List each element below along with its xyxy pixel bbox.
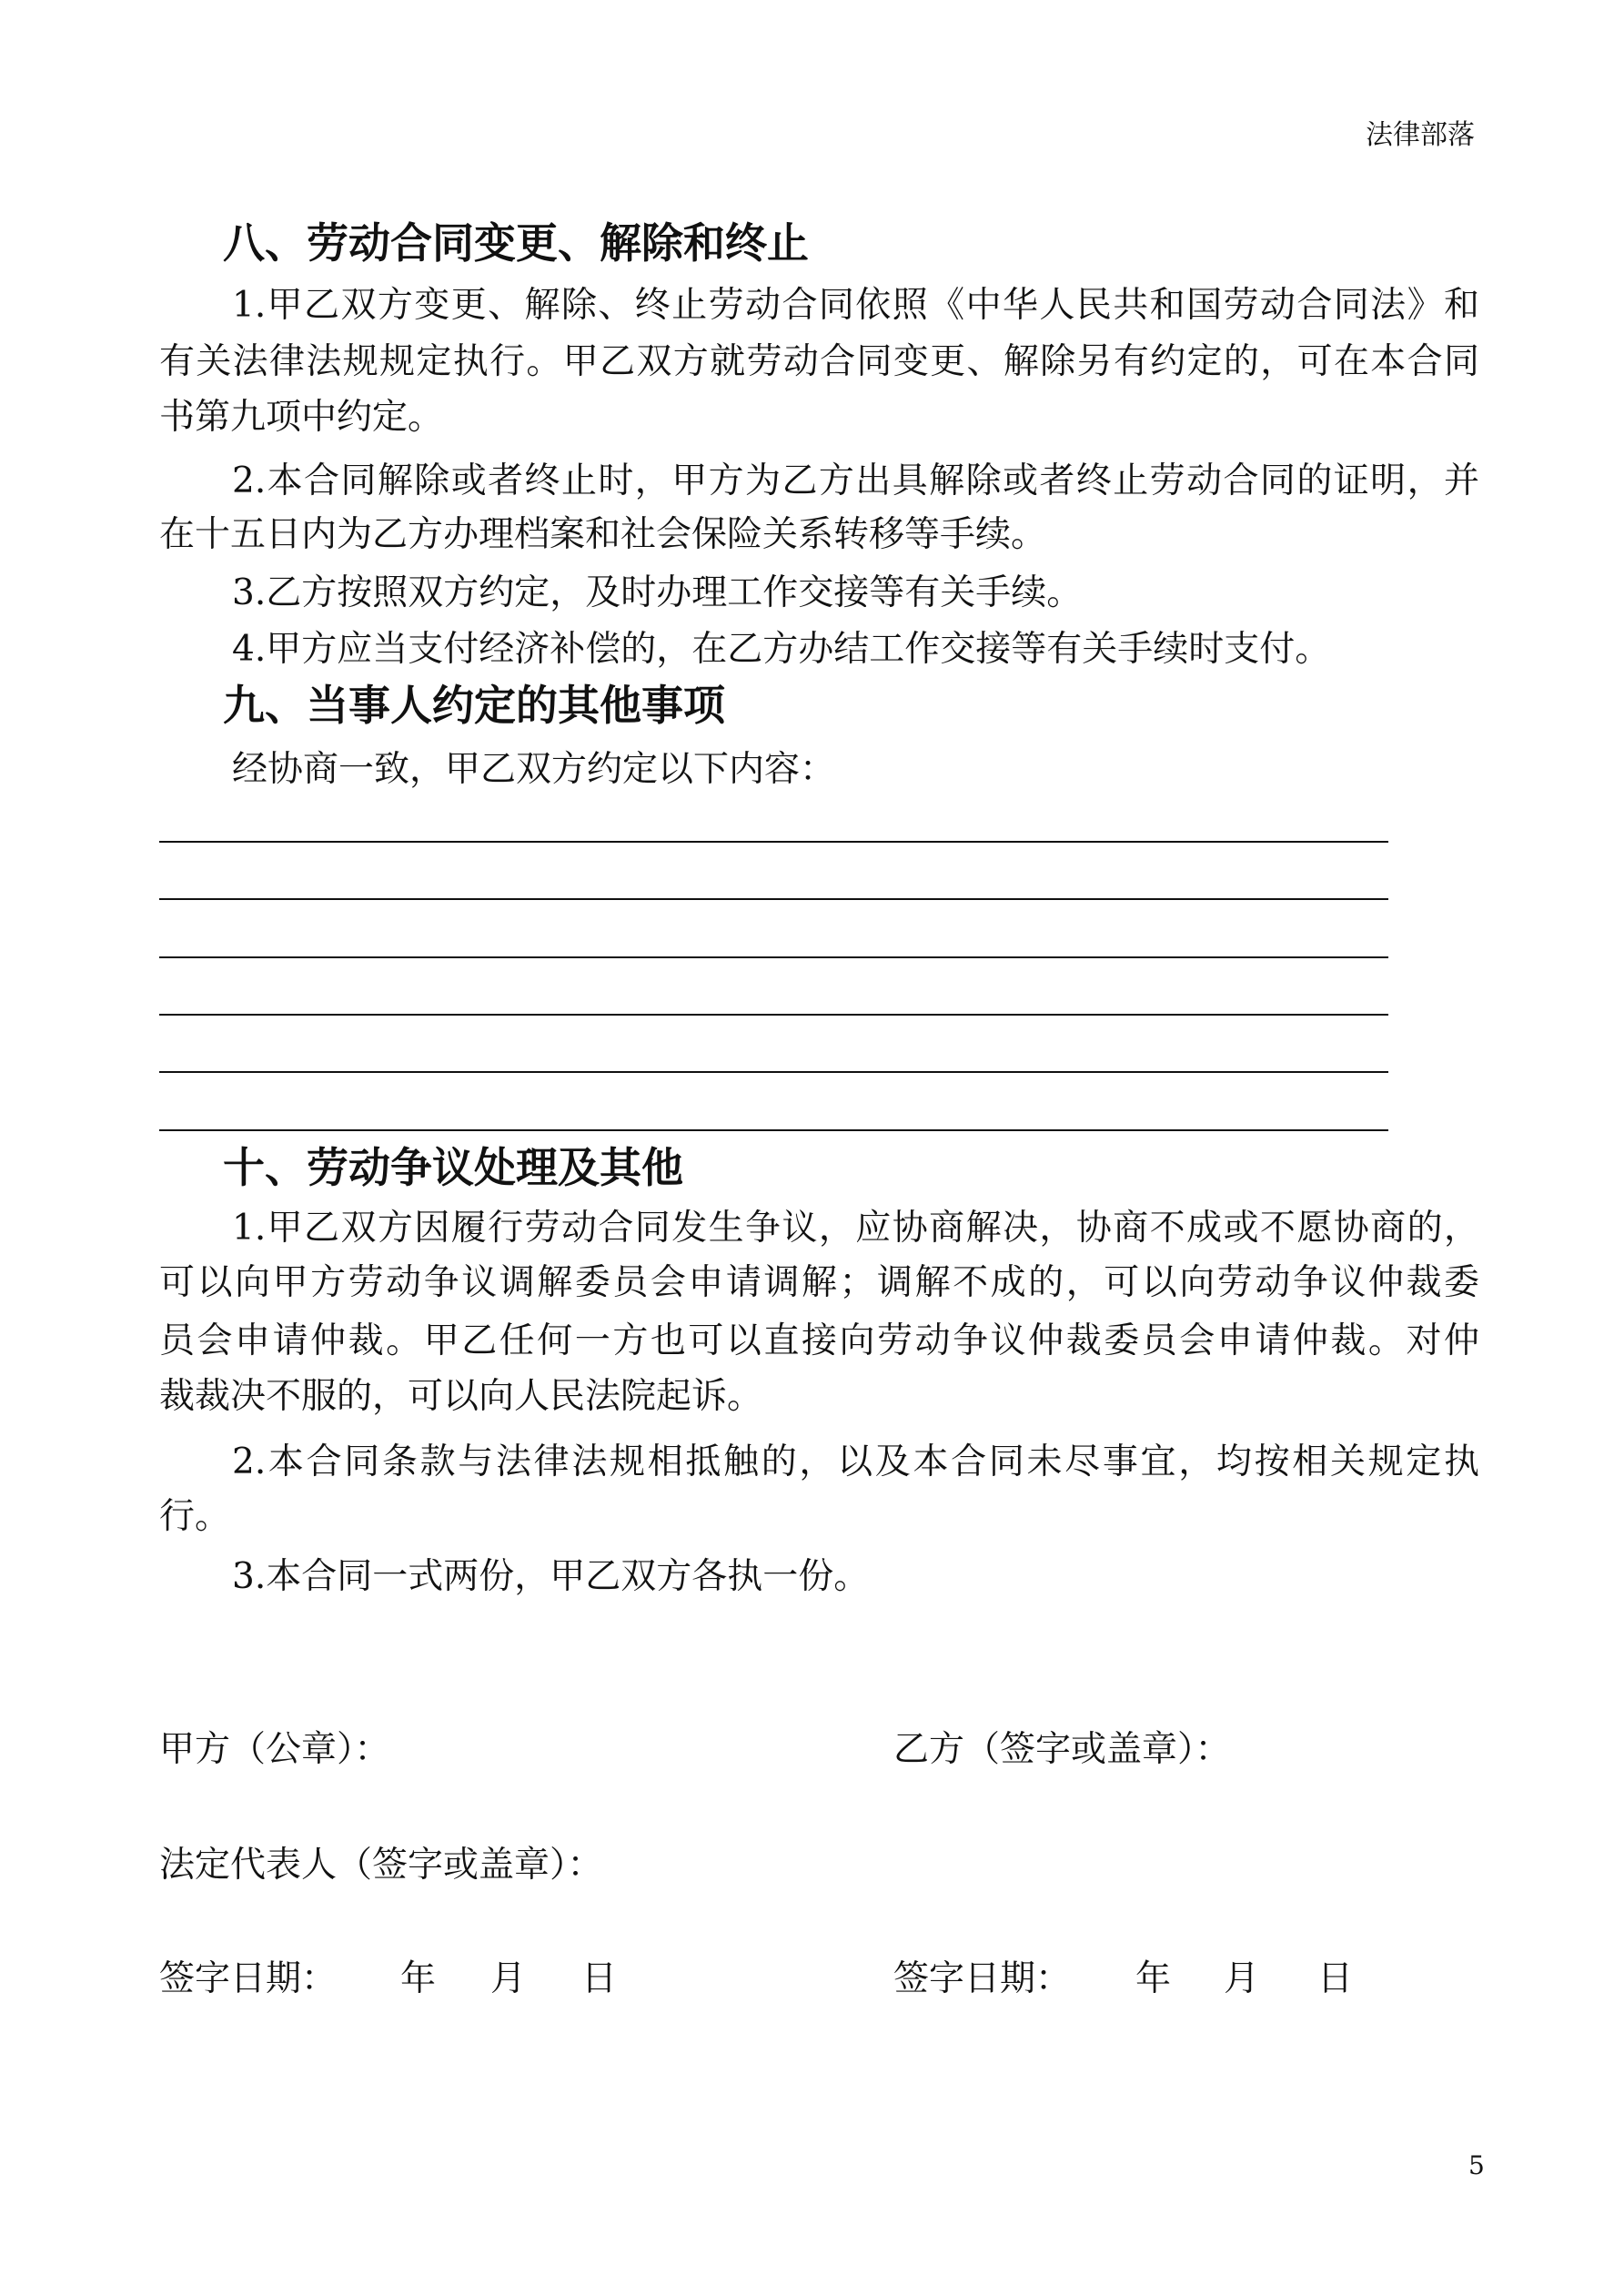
s10-p2-line2: 行。 [159, 1496, 231, 1537]
s8-p1-line2: 有关法律法规规定执行。甲乙双方就劳动合同变更、解除另有约定的，可在本合同 [159, 341, 1479, 382]
party-a-year: 年 [400, 1958, 437, 1999]
s10-p1-line1: 1.甲乙双方因履行劳动合同发生争议，应协商解决，协商不成或不愿协商的， [232, 1208, 1479, 1249]
party-a-day: 日 [581, 1958, 618, 1999]
s8-p1-line3: 书第九项中约定。 [159, 397, 444, 438]
party-b-sign-label: 乙方（签字或盖章）： [893, 1729, 1231, 1770]
s9-intro: 经协商一致，甲乙双方约定以下内容： [232, 749, 836, 790]
s10-p2-line1: 2.本合同条款与法律法规相抵触的，以及本合同未尽事宜，均按相关规定执 [232, 1441, 1479, 1482]
party-b-date-label: 签字日期： [893, 1958, 1072, 1999]
section-8-title: 八、劳动合同变更、解除和终止 [223, 218, 809, 268]
blank-line-4 [159, 1014, 1388, 1016]
section-10-title: 十、劳动争议处理及其他 [223, 1143, 683, 1192]
s10-p1-line2: 可以向甲方劳动争议调解委员会申请调解；调解不成的，可以向劳动争议仲裁委 [159, 1262, 1479, 1303]
s8-p2-line2: 在十五日内为乙方办理档案和社会保险关系转移等手续。 [159, 514, 1047, 555]
party-b-year: 年 [1135, 1958, 1172, 1999]
page-number: 5 [1468, 2150, 1485, 2180]
legal-rep-sign-label: 法定代表人（签字或盖章）： [159, 1845, 603, 1886]
party-a-seal-label: 甲方（公章）： [159, 1729, 390, 1770]
party-b-month: 月 [1224, 1958, 1260, 1999]
blank-line-5 [159, 1071, 1388, 1073]
s10-p1-line3: 员会申请仲裁。甲乙任何一方也可以直接向劳动争议仲裁委员会申请仲裁。对仲 [159, 1320, 1479, 1361]
blank-line-3 [159, 956, 1388, 958]
s8-p2-line1: 2.本合同解除或者终止时，甲方为乙方出具解除或者终止劳动合同的证明，并 [232, 460, 1479, 501]
blank-line-6 [159, 1129, 1388, 1131]
party-a-month: 月 [490, 1958, 527, 1999]
header-brand: 法律部落 [1366, 119, 1475, 151]
blank-line-2 [159, 898, 1388, 900]
party-a-date-label: 签字日期： [159, 1958, 338, 1999]
s8-p3: 3.乙方按照双方约定，及时办理工作交接等有关手续。 [232, 572, 1083, 613]
section-9-title: 九、当事人约定的其他事项 [223, 681, 725, 730]
s10-p3: 3.本合同一式两份，甲乙双方各执一份。 [232, 1556, 870, 1597]
s8-p1-line1: 1.甲乙双方变更、解除、终止劳动合同依照《中华人民共和国劳动合同法》和 [232, 285, 1479, 326]
blank-line-1 [159, 841, 1388, 843]
party-b-day: 日 [1317, 1958, 1354, 1999]
s10-p1-line4: 裁裁决不服的，可以向人民法院起诉。 [159, 1376, 763, 1417]
s8-p4: 4.甲方应当支付经济补偿的，在乙方办结工作交接等有关手续时支付。 [232, 629, 1331, 670]
